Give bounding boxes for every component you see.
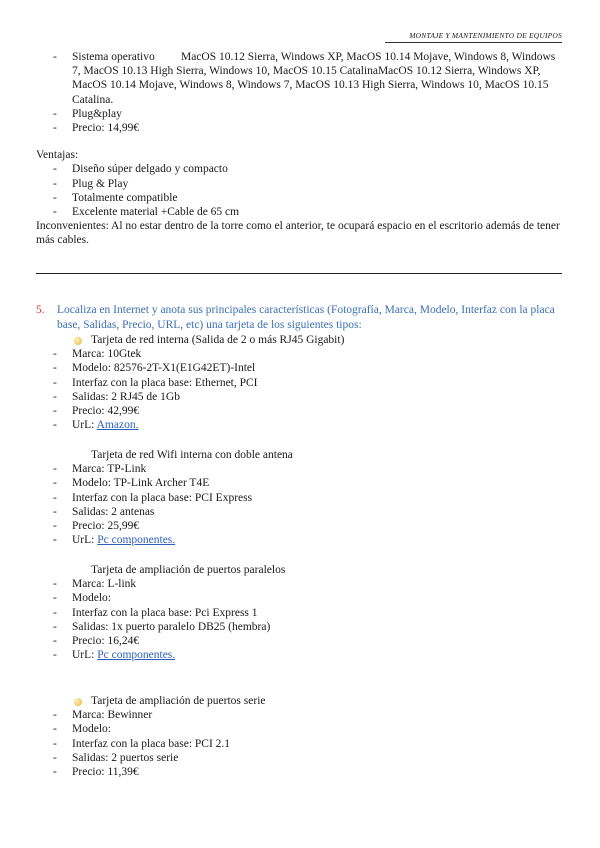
spec-list bbox=[36, 50, 566, 135]
card-puertos-serie bbox=[36, 694, 566, 779]
card-title: Tarjeta de red Wifi interna con doble antena bbox=[91, 449, 293, 461]
list-item: - Precio: 16,24€ bbox=[53, 635, 140, 648]
card-red-wifi bbox=[36, 448, 566, 547]
list-item: - Marca: TP-Link bbox=[53, 463, 147, 476]
list-item: - Salidas: 1x puerto paralelo DB25 (hembra) bbox=[53, 620, 271, 633]
list-item: - Interfaz con la placa base: Ethernet, PCI bbox=[53, 376, 258, 389]
list-item: - Plug&play bbox=[53, 107, 122, 120]
card-list bbox=[36, 347, 566, 432]
pc-componentes-link[interactable]: Pc componentes. bbox=[97, 649, 176, 662]
list-item: - Modelo: bbox=[53, 592, 111, 605]
card-list bbox=[36, 577, 566, 662]
list-item: - Marca: 10Gtek bbox=[53, 348, 142, 361]
ventajas-label: Ventajas: bbox=[36, 149, 79, 162]
question-number: 5. bbox=[36, 304, 45, 316]
question-5 bbox=[36, 303, 562, 333]
card-list bbox=[36, 462, 566, 547]
card-title: Tarjeta de ampliación de puertos paralelos bbox=[91, 564, 286, 576]
list-item: - UrL: Pc componentes. bbox=[53, 649, 176, 662]
list-item: - Precio: 11,39€ bbox=[53, 766, 139, 779]
card-title: Tarjeta de ampliación de puertos serie bbox=[36, 694, 566, 708]
list-item: - Modelo: TP-Link Archer T4E bbox=[53, 477, 210, 490]
list-item: - Plug & Play bbox=[53, 177, 129, 190]
list-item: - Interfaz con la placa base: PCI Express bbox=[53, 491, 253, 504]
list-item: - Excelente material +Cable de 65 cm bbox=[53, 206, 240, 219]
inconvenientes-text: Inconvenientes: Al no estar dentro de la torre como el anterior, te ocupará espacio en el escritorio además de tener más cables. bbox=[36, 220, 560, 247]
list-item: - Precio: 25,99€ bbox=[53, 520, 140, 533]
ventajas-list bbox=[36, 162, 566, 219]
question-text: Localiza en Internet y anota sus principales características (Fotografía, Marca, Modelo, Interfaz con la placa base, Salidas, Precio, URL, etc) una tarjeta de los siguientes tipos: bbox=[57, 304, 555, 331]
list-item: - Salidas: 2 antenas bbox=[53, 505, 155, 518]
list-item: - UrL: Amazon. bbox=[53, 419, 139, 432]
divider bbox=[36, 273, 562, 274]
card-red-interna bbox=[36, 333, 566, 432]
list-item: - Marca: L-link bbox=[53, 578, 137, 591]
card-list bbox=[36, 708, 566, 779]
card-title: Tarjeta de red interna (Salida de 2 o más RJ45 Gigabit) bbox=[36, 333, 566, 347]
top-section bbox=[36, 50, 566, 248]
bullet-circle-icon bbox=[74, 698, 82, 706]
list-item: - Precio: 14,99€ bbox=[53, 122, 140, 135]
list-item: - Diseño súper delgado y compacto bbox=[53, 163, 228, 176]
amazon-link[interactable]: Amazon. bbox=[96, 419, 139, 432]
list-item: - Salidas: 2 RJ45 de 1Gb bbox=[53, 390, 180, 403]
bullet-circle-icon bbox=[74, 337, 82, 345]
list-item: - Interfaz con la placa base: PCI 2.1 bbox=[53, 737, 231, 750]
list-item: - Salidas: 2 puertos serie bbox=[53, 751, 179, 764]
list-item: - Totalmente compatible bbox=[53, 191, 178, 204]
list-item: - UrL: Pc componentes. bbox=[53, 534, 176, 547]
list-item: - Marca: Bewinner bbox=[53, 709, 153, 722]
pc-componentes-link[interactable]: Pc componentes. bbox=[97, 534, 176, 547]
list-item: - Modelo: 82576-2T-X1(E1G42ET)-Intel bbox=[53, 362, 256, 375]
list-item: - Modelo: bbox=[53, 723, 111, 736]
list-item: - Sistema operativo MacOS 10.12 Sierra, Windows XP, MacOS 10.14 Mojave, Windows 8, Windows 7, MacOS 10.13 High Sierra, Windows 10, MacOS 10.15 CatalinaMacOS 10.12 Sierra, Windows XP, MacOS 10.14 Mojave, Windows 8, Windows 7, MacOS 10.13 High Sierra, Windows 10, MacOS 10.15 Catalina. bbox=[53, 51, 556, 106]
list-item: - Precio: 42,99€ bbox=[53, 405, 140, 418]
page-header: MONTAJE Y MANTENIMIENTO DE EQUIPOS bbox=[385, 31, 562, 43]
card-puertos-paralelos bbox=[36, 563, 566, 662]
list-item: - Interfaz con la placa base: Pci Express 1 bbox=[53, 606, 258, 619]
